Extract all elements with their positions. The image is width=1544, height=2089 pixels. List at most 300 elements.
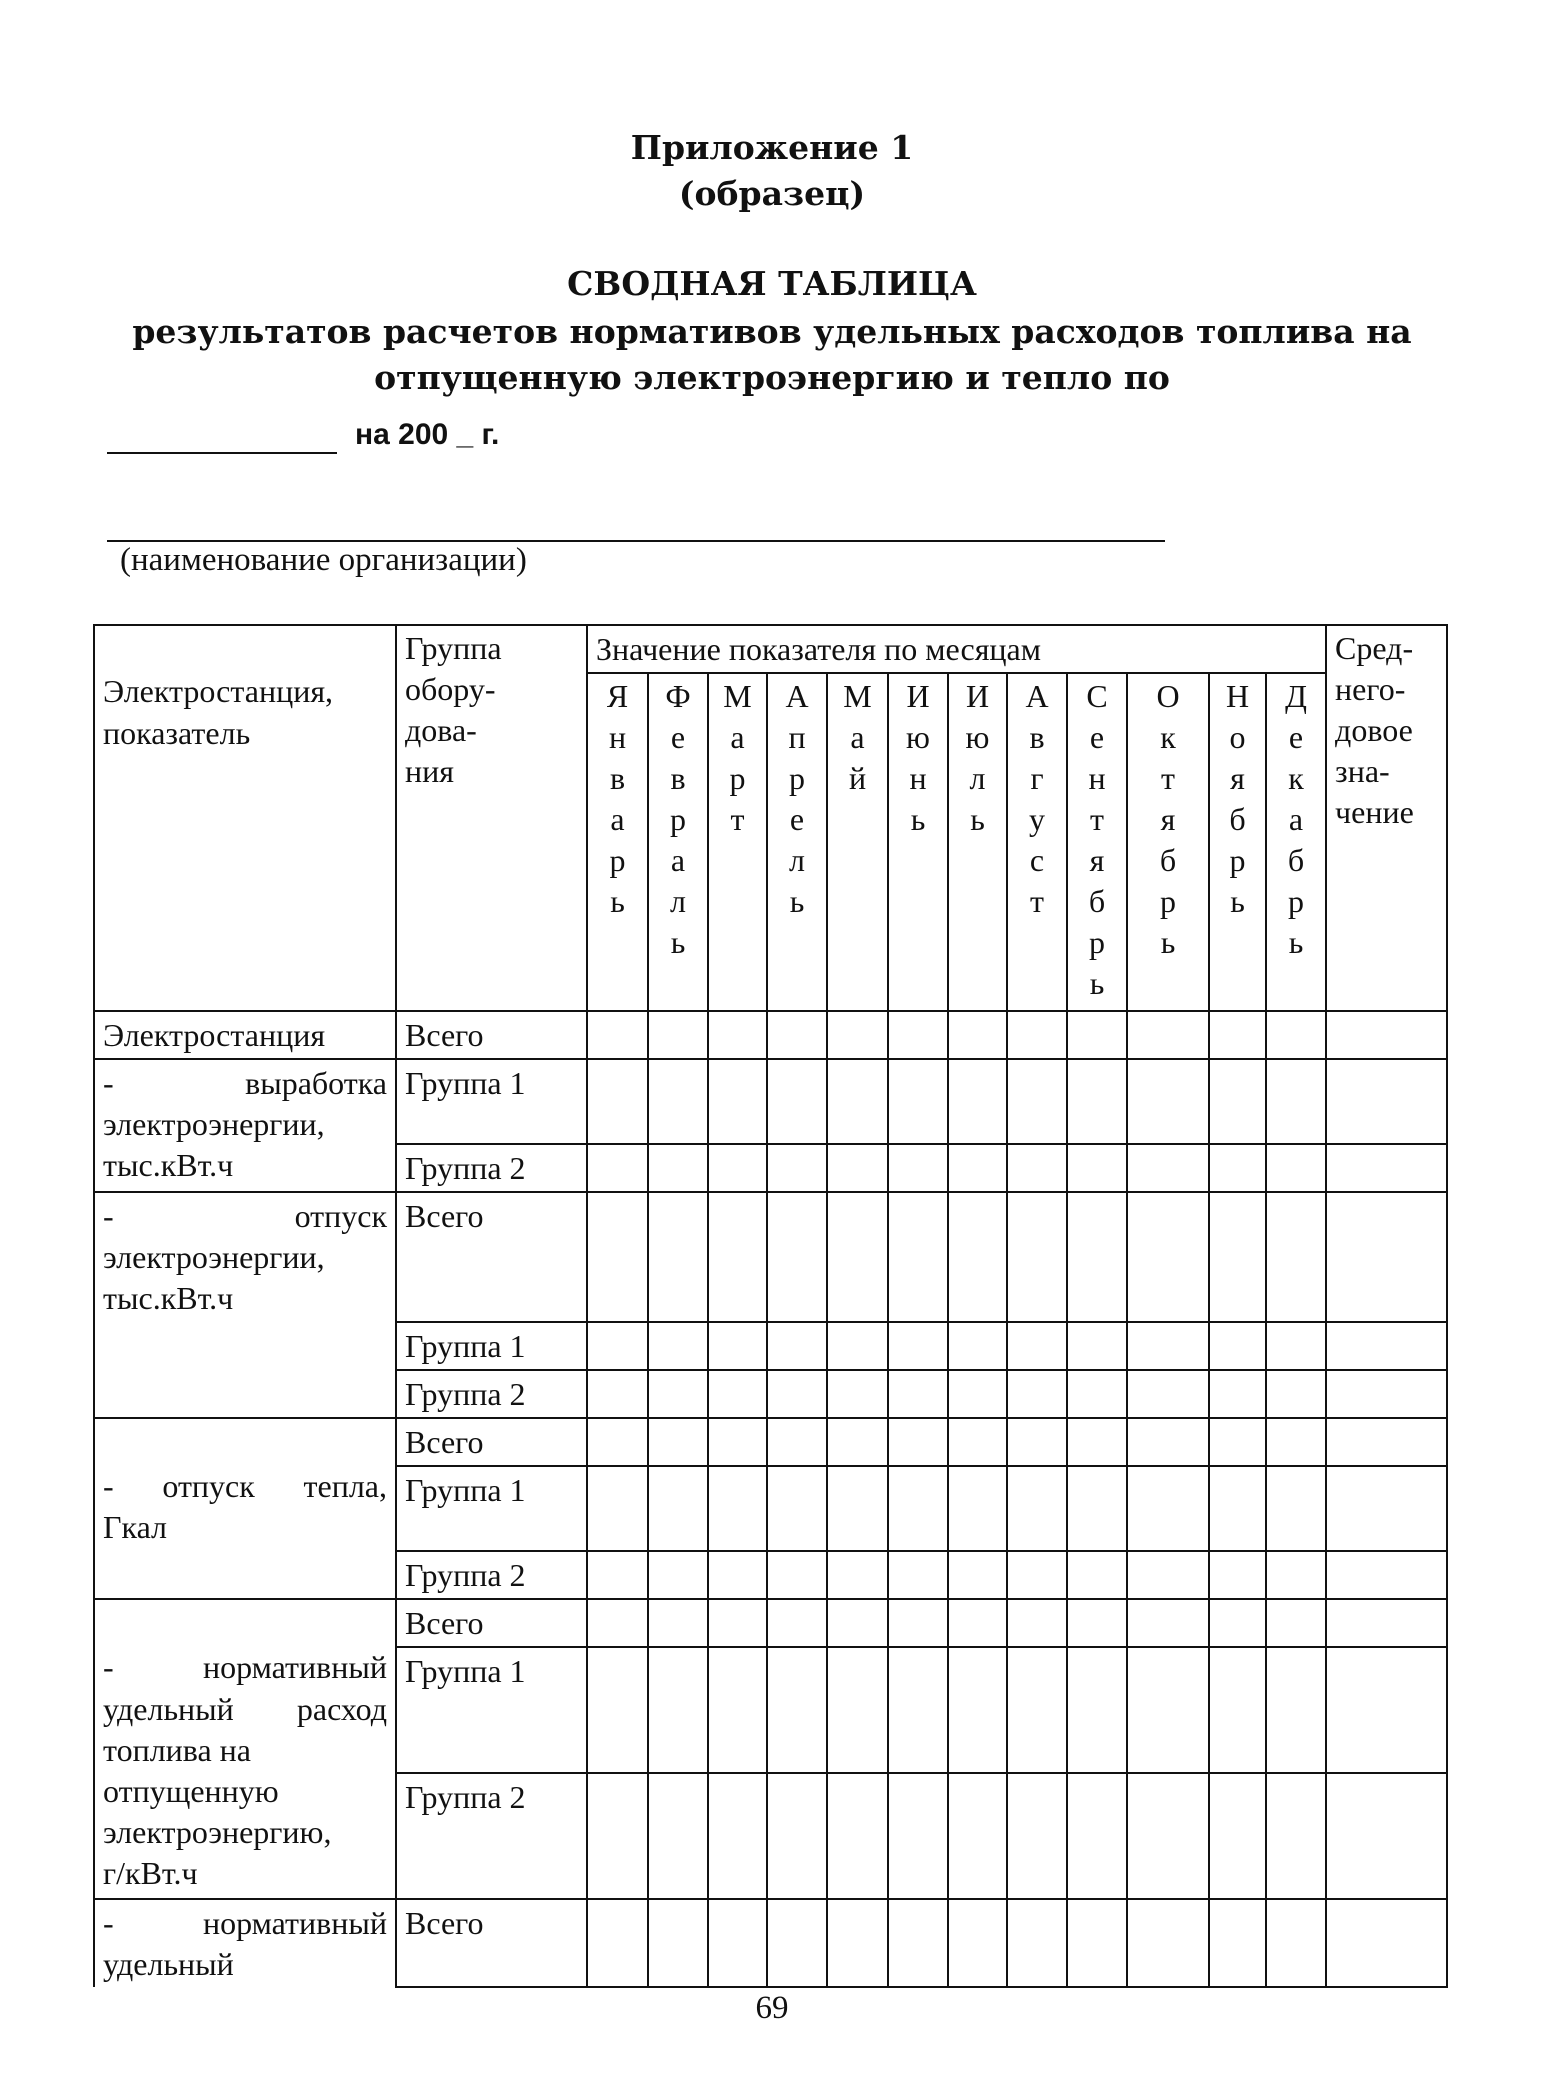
month-letter: п (788, 719, 806, 755)
indicator-generation (94, 1059, 396, 1192)
month-letter: а (610, 801, 625, 837)
value-cell[interactable] (1266, 1322, 1326, 1370)
value-cell[interactable] (827, 1322, 888, 1370)
month-letter: р (609, 842, 626, 878)
value-cell[interactable] (888, 1192, 948, 1322)
header-group-line: обору- (405, 671, 496, 707)
indicator-heat-release (94, 1418, 396, 1599)
value-cell[interactable] (767, 1192, 827, 1322)
value-cell[interactable] (587, 1599, 648, 1647)
value-cell[interactable] (767, 1144, 827, 1192)
value-cell[interactable] (1007, 1059, 1067, 1144)
value-cell[interactable] (948, 1599, 1007, 1647)
value-cell[interactable] (708, 1322, 767, 1370)
group-label: Группа 1 (405, 1472, 526, 1508)
month-letter: ь (1230, 883, 1245, 919)
value-cell[interactable] (1209, 1551, 1266, 1599)
value-cell[interactable] (648, 1192, 708, 1322)
value-cell[interactable] (827, 1011, 888, 1059)
value-cell[interactable] (767, 1899, 827, 1987)
header-group-line: Группа (405, 630, 502, 666)
value-cell[interactable] (708, 1599, 767, 1647)
value-cell[interactable] (948, 1011, 1007, 1059)
value-cell[interactable] (1209, 1647, 1266, 1773)
average-cell[interactable] (1326, 1059, 1447, 1144)
month-letter: Д (1285, 678, 1307, 714)
value-cell[interactable] (767, 1418, 827, 1466)
value-cell[interactable] (708, 1899, 767, 1987)
header-average-line: чение (1335, 794, 1414, 830)
value-cell[interactable] (827, 1466, 888, 1551)
header-average-line: него- (1335, 671, 1406, 707)
page-number: 69 (755, 1990, 789, 2026)
month-february (648, 673, 708, 1011)
group-cell (396, 1599, 587, 1647)
value-cell[interactable] (948, 1322, 1007, 1370)
month-letter: ь (1288, 924, 1304, 960)
table-row (94, 1599, 1447, 1647)
value-cell[interactable] (1067, 1466, 1127, 1551)
value-cell[interactable] (948, 1418, 1007, 1466)
month-letter: е (1089, 719, 1105, 755)
month-letter: ь (789, 883, 805, 919)
value-cell[interactable] (888, 1466, 948, 1551)
month-letter: А (1025, 678, 1049, 714)
month-letter: й (848, 760, 867, 796)
value-cell[interactable] (587, 1418, 648, 1466)
value-cell[interactable] (1127, 1192, 1209, 1322)
header-row-1 (94, 625, 1447, 673)
value-cell[interactable] (888, 1599, 948, 1647)
month-letter: б (1159, 842, 1177, 878)
header-group (396, 625, 587, 1011)
value-cell[interactable] (888, 1551, 948, 1599)
average-cell[interactable] (1326, 1011, 1447, 1059)
value-cell[interactable] (1266, 1599, 1326, 1647)
indicator-fuel-consumption (94, 1599, 396, 1899)
value-cell[interactable] (1067, 1418, 1127, 1466)
month-october (1127, 673, 1209, 1011)
value-cell[interactable] (708, 1370, 767, 1418)
indicator-line: удельный (103, 1946, 234, 1982)
value-cell[interactable] (767, 1370, 827, 1418)
value-cell[interactable] (1266, 1418, 1326, 1466)
month-letter: е (1288, 719, 1304, 755)
value-cell[interactable] (1007, 1466, 1067, 1551)
month-letter: ь (670, 924, 686, 960)
value-cell[interactable] (708, 1418, 767, 1466)
value-cell[interactable] (1266, 1059, 1326, 1144)
value-cell[interactable] (827, 1599, 888, 1647)
value-cell[interactable] (1067, 1192, 1127, 1322)
value-cell[interactable] (1209, 1418, 1266, 1466)
value-cell[interactable] (1127, 1773, 1209, 1899)
value-cell[interactable] (1067, 1011, 1127, 1059)
group-cell (396, 1899, 587, 1987)
value-cell[interactable] (948, 1773, 1007, 1899)
indicator-line: электроэнергии, (103, 1239, 325, 1275)
value-cell[interactable] (1127, 1599, 1209, 1647)
header-months-title-label: Значение показателя по месяцам (596, 631, 1041, 667)
indicator-line: топлива на (103, 1732, 251, 1768)
month-letter: т (730, 801, 745, 837)
value-cell[interactable] (827, 1647, 888, 1773)
value-cell[interactable] (948, 1144, 1007, 1192)
month-letter: ь (610, 883, 625, 919)
value-cell[interactable] (648, 1059, 708, 1144)
month-march (708, 673, 767, 1011)
month-letter: б (1088, 883, 1106, 919)
indicator-line: удельный расход (103, 1691, 387, 1727)
month-letter: л (969, 760, 986, 796)
indicator-electricity-release (94, 1192, 396, 1418)
value-cell[interactable] (708, 1773, 767, 1899)
value-cell[interactable] (1127, 1647, 1209, 1773)
value-cell[interactable] (1067, 1144, 1127, 1192)
value-cell[interactable] (708, 1192, 767, 1322)
value-cell[interactable] (1266, 1899, 1326, 1987)
value-cell[interactable] (1127, 1011, 1209, 1059)
value-cell[interactable] (648, 1647, 708, 1773)
value-cell[interactable] (767, 1466, 827, 1551)
value-cell[interactable] (1007, 1551, 1067, 1599)
summary-table (93, 624, 1448, 1988)
sample-label: (образец) (678, 174, 866, 213)
value-cell[interactable] (587, 1370, 648, 1418)
group-cell (396, 1551, 587, 1599)
value-cell[interactable] (827, 1192, 888, 1322)
value-cell[interactable] (1266, 1370, 1326, 1418)
month-letter: р (1288, 883, 1305, 919)
value-cell[interactable] (1007, 1599, 1067, 1647)
value-cell[interactable] (1209, 1059, 1266, 1144)
value-cell[interactable] (1067, 1551, 1127, 1599)
table-row (94, 1418, 1447, 1466)
value-cell[interactable] (827, 1899, 888, 1987)
value-cell[interactable] (1209, 1599, 1266, 1647)
value-cell[interactable] (648, 1011, 708, 1059)
month-letter: Ф (665, 678, 691, 714)
group-label: Группа 1 (405, 1065, 526, 1101)
value-cell[interactable] (948, 1192, 1007, 1322)
value-cell[interactable] (1127, 1370, 1209, 1418)
value-cell[interactable] (1266, 1647, 1326, 1773)
value-cell[interactable] (948, 1551, 1007, 1599)
value-cell[interactable] (1266, 1551, 1326, 1599)
average-cell[interactable] (1326, 1599, 1447, 1647)
value-cell[interactable] (1067, 1059, 1127, 1144)
month-letter: б (1287, 842, 1305, 878)
header-average-line: зна- (1335, 753, 1390, 789)
group-label: Всего (405, 1905, 484, 1941)
average-cell[interactable] (1326, 1647, 1447, 1773)
group-cell (396, 1011, 587, 1059)
month-letter: Я (606, 678, 629, 714)
value-cell[interactable] (587, 1011, 648, 1059)
value-cell[interactable] (948, 1647, 1007, 1773)
indicator-line: тыс.кВт.ч (103, 1280, 234, 1316)
month-letter: т (1161, 760, 1175, 796)
organization-blank-line (107, 452, 337, 454)
month-letter: Н (1225, 678, 1250, 714)
month-letter: р (1089, 924, 1105, 960)
value-cell[interactable] (1266, 1466, 1326, 1551)
value-cell[interactable] (708, 1011, 767, 1059)
organization-caption: (наименование организации) (120, 542, 527, 578)
month-letter: ь (1160, 924, 1176, 960)
value-cell[interactable] (648, 1466, 708, 1551)
value-cell[interactable] (827, 1418, 888, 1466)
average-cell[interactable] (1326, 1144, 1447, 1192)
average-cell[interactable] (1326, 1192, 1447, 1322)
value-cell[interactable] (587, 1059, 648, 1144)
month-letter: р (1160, 883, 1176, 919)
value-cell[interactable] (1209, 1466, 1266, 1551)
value-cell[interactable] (1067, 1773, 1127, 1899)
value-cell[interactable] (1209, 1144, 1266, 1192)
value-cell[interactable] (1127, 1322, 1209, 1370)
value-cell[interactable] (1007, 1370, 1067, 1418)
value-cell[interactable] (587, 1466, 648, 1551)
month-letter: р (670, 801, 686, 837)
indicator-line: - нормативный (103, 1649, 387, 1685)
value-cell[interactable] (888, 1059, 948, 1144)
value-cell[interactable] (767, 1551, 827, 1599)
month-september (1067, 673, 1127, 1011)
table-subtitle-1: результатов расчетов нормативов удельных расходов топлива на (132, 312, 1412, 351)
value-cell[interactable] (1127, 1418, 1209, 1466)
month-may (827, 673, 888, 1011)
month-letter: ь (1089, 965, 1105, 1001)
month-letter: к (1288, 760, 1304, 796)
value-cell[interactable] (1007, 1144, 1067, 1192)
average-cell[interactable] (1326, 1899, 1447, 1987)
value-cell[interactable] (1067, 1370, 1127, 1418)
group-label: Группа 2 (405, 1150, 526, 1186)
table-row (94, 1059, 1447, 1144)
value-cell[interactable] (587, 1647, 648, 1773)
value-cell[interactable] (648, 1599, 708, 1647)
month-letter: М (843, 678, 872, 714)
header-average-line: Сред- (1335, 630, 1414, 666)
header-group-line: ния (405, 753, 454, 789)
value-cell[interactable] (888, 1322, 948, 1370)
value-cell[interactable] (648, 1773, 708, 1899)
value-cell[interactable] (587, 1144, 648, 1192)
value-cell[interactable] (888, 1418, 948, 1466)
value-cell[interactable] (948, 1059, 1007, 1144)
value-cell[interactable] (767, 1647, 827, 1773)
average-cell[interactable] (1326, 1370, 1447, 1418)
value-cell[interactable] (1209, 1322, 1266, 1370)
value-cell[interactable] (948, 1370, 1007, 1418)
group-cell (396, 1192, 587, 1322)
group-cell (396, 1322, 587, 1370)
value-cell[interactable] (1067, 1899, 1127, 1987)
value-cell[interactable] (1127, 1551, 1209, 1599)
group-label: Группа 2 (405, 1557, 526, 1593)
value-cell[interactable] (708, 1466, 767, 1551)
month-letter: л (789, 842, 805, 878)
month-december (1266, 673, 1326, 1011)
month-letter: т (1090, 801, 1104, 837)
month-letter: л (670, 883, 686, 919)
value-cell[interactable] (827, 1551, 888, 1599)
header-station (94, 625, 396, 1011)
month-letter: в (609, 760, 626, 796)
month-letter: с (1029, 842, 1045, 878)
indicator-line: отпущенную (103, 1773, 279, 1809)
value-cell[interactable] (948, 1899, 1007, 1987)
average-cell[interactable] (1326, 1773, 1447, 1899)
value-cell[interactable] (827, 1059, 888, 1144)
month-letter: р (729, 760, 746, 796)
value-cell[interactable] (767, 1599, 827, 1647)
group-label: Всего (405, 1017, 484, 1053)
group-cell (396, 1466, 587, 1551)
month-letter: а (850, 719, 865, 755)
month-letter: р (789, 760, 805, 796)
value-cell[interactable] (1266, 1011, 1326, 1059)
value-cell[interactable] (827, 1370, 888, 1418)
month-letter: о (1229, 719, 1246, 755)
group-label: Группа 1 (405, 1653, 526, 1689)
group-cell (396, 1647, 587, 1773)
value-cell[interactable] (1007, 1899, 1067, 1987)
month-letter: а (670, 842, 686, 878)
month-november (1209, 673, 1266, 1011)
value-cell[interactable] (648, 1418, 708, 1466)
value-cell[interactable] (767, 1011, 827, 1059)
group-label: Группа 2 (405, 1376, 526, 1412)
group-cell (396, 1144, 587, 1192)
indicator-line: тыс.кВт.ч (103, 1147, 234, 1183)
value-cell[interactable] (1209, 1011, 1266, 1059)
value-cell[interactable] (587, 1192, 648, 1322)
value-cell[interactable] (587, 1899, 648, 1987)
station-label-cell (94, 1011, 396, 1059)
group-cell (396, 1418, 587, 1466)
value-cell[interactable] (1127, 1144, 1209, 1192)
month-letter: н (608, 719, 627, 755)
value-cell[interactable] (1266, 1192, 1326, 1322)
value-cell[interactable] (587, 1551, 648, 1599)
value-cell[interactable] (767, 1322, 827, 1370)
value-cell[interactable] (1266, 1144, 1326, 1192)
value-cell[interactable] (888, 1647, 948, 1773)
month-january (587, 673, 648, 1011)
table-subtitle-2: отпущенную электроэнергию и тепло по (374, 358, 1170, 397)
average-cell[interactable] (1326, 1322, 1447, 1370)
station-label: Электростанция (103, 1017, 326, 1053)
header-average (1326, 625, 1447, 1011)
value-cell[interactable] (1007, 1322, 1067, 1370)
value-cell[interactable] (888, 1011, 948, 1059)
month-letter: у (1029, 801, 1045, 837)
month-letter: в (1029, 719, 1045, 755)
month-letter: И (965, 678, 990, 714)
average-cell[interactable] (1326, 1418, 1447, 1466)
value-cell[interactable] (1007, 1647, 1067, 1773)
group-label: Группа 2 (405, 1779, 526, 1815)
value-cell[interactable] (648, 1144, 708, 1192)
indicator-line: - отпуск тепла, (103, 1468, 387, 1504)
value-cell[interactable] (587, 1322, 648, 1370)
month-august (1007, 673, 1067, 1011)
month-letter: ю (965, 719, 990, 755)
header-months-title (587, 625, 1326, 673)
month-letter: А (785, 678, 809, 714)
month-letter: т (1030, 883, 1044, 919)
value-cell[interactable] (1127, 1059, 1209, 1144)
value-cell[interactable] (648, 1551, 708, 1599)
value-cell[interactable] (648, 1370, 708, 1418)
value-cell[interactable] (708, 1551, 767, 1599)
month-letter: а (730, 719, 745, 755)
value-cell[interactable] (827, 1144, 888, 1192)
month-letter: н (909, 760, 927, 796)
value-cell[interactable] (708, 1144, 767, 1192)
average-cell[interactable] (1326, 1551, 1447, 1599)
group-label: Всего (405, 1424, 484, 1460)
value-cell[interactable] (888, 1370, 948, 1418)
value-cell[interactable] (1127, 1466, 1209, 1551)
value-cell[interactable] (708, 1647, 767, 1773)
month-letter: я (1089, 842, 1105, 878)
value-cell[interactable] (767, 1059, 827, 1144)
header-station-label: Электростанция, показатель (103, 673, 334, 751)
indicator-line: электроэнергию, (103, 1814, 332, 1850)
value-cell[interactable] (1127, 1899, 1209, 1987)
value-cell[interactable] (1007, 1773, 1067, 1899)
value-cell[interactable] (1007, 1418, 1067, 1466)
value-cell[interactable] (587, 1773, 648, 1899)
indicator-fuel-consumption-heat (94, 1899, 396, 1987)
month-letter: И (906, 678, 930, 714)
value-cell[interactable] (948, 1466, 1007, 1551)
value-cell[interactable] (1209, 1773, 1266, 1899)
value-cell[interactable] (1067, 1322, 1127, 1370)
month-letter: в (670, 760, 686, 796)
value-cell[interactable] (1266, 1773, 1326, 1899)
month-april (767, 673, 827, 1011)
month-letter: б (1229, 801, 1246, 837)
value-cell[interactable] (827, 1773, 888, 1899)
value-cell[interactable] (767, 1773, 827, 1899)
month-letter: г (1030, 760, 1044, 796)
value-cell[interactable] (888, 1144, 948, 1192)
value-cell[interactable] (888, 1773, 948, 1899)
value-cell[interactable] (1209, 1899, 1266, 1987)
month-letter: О (1156, 678, 1180, 714)
value-cell[interactable] (1209, 1192, 1266, 1322)
value-cell[interactable] (1209, 1370, 1266, 1418)
value-cell[interactable] (708, 1059, 767, 1144)
group-label: Группа 1 (405, 1328, 526, 1364)
value-cell[interactable] (1007, 1011, 1067, 1059)
indicator-line: электроэнергии, (103, 1106, 325, 1142)
table-row (94, 1899, 1447, 1987)
value-cell[interactable] (648, 1899, 708, 1987)
value-cell[interactable] (648, 1322, 708, 1370)
value-cell[interactable] (888, 1899, 948, 1987)
month-letter: е (670, 719, 686, 755)
month-letter: ь (970, 801, 985, 837)
value-cell[interactable] (1067, 1647, 1127, 1773)
average-cell[interactable] (1326, 1466, 1447, 1551)
value-cell[interactable] (1067, 1599, 1127, 1647)
value-cell[interactable] (1007, 1192, 1067, 1322)
